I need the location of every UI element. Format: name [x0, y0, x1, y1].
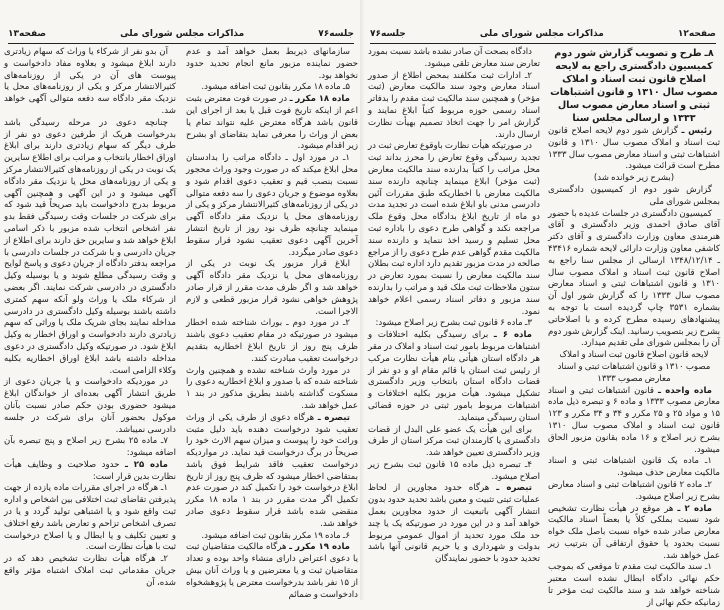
paragraph-text: برای این هیأت یک عضو علی البدل از قضات دادگستری یا کارمندان ثبت مرکز استان از طرف وزیر دادگستری تعیین خواهد شد.: [368, 424, 540, 459]
paragraph-text: ۲ـ هرگاه هیأت نظارت تشخیص دهد که در جریان مقدماتی ثبت املاک اشتباه مؤثر واقع شده، آن: [4, 554, 176, 588]
centered-note: [548, 173, 720, 185]
paragraph-text: لایحه قانون اصلاح قانون ثبت اسناد و املاک مصوب ۱۳۱۰ و قانون اشتباهات ثبتی و اسناد معارض مصوب ۱۳۳۳: [557, 350, 711, 384]
paragraph: [186, 318, 358, 365]
paragraph: [548, 480, 720, 504]
paragraph-text: برای رسیدگی بکلیه اختلافات و اشتباهات مربوط بامور ثبت اسناد و املاک در مقر هر دادگاه استان هیأتی بنام هیأت نظارت مرکب از رئیس ثبت استان یا قائم مقام او و دو نفر از قضات دادگاه استان بانتخاب وزیر دادگستری تشکیل میشود. هیأت مزبور بکلیه اختلافات و اشتباهات مربوط بامور ثبتی در حوزه قضائی استان رسیدگی مینماید.: [368, 330, 540, 423]
paragraph: [4, 483, 176, 554]
paragraph: [186, 542, 358, 601]
session-number: جلسه۷۶: [370, 29, 406, 39]
paragraph-text: سازمانهای ذیربط بعمل خواهد آمد و عدم حضور نماینده مزبور مانع انجام تحدید حدود نخواهد بود.: [186, 47, 358, 81]
paragraph: [186, 82, 358, 94]
paragraph: [548, 126, 720, 173]
paragraph: [186, 531, 358, 543]
text-column: [548, 47, 720, 610]
paragraph-text: کمیسیون دادگستری در جلسات عدیده با حضور آقای صادق احمدی وزیر دادگستری و آقای هنرمندی معاون وزارت دادگستری و آقای دکتر کاشفی معاون وزارت دارائی لایحه شماره ۴۳۴۱۶ ـ ۱۳۴۸/۱۲/۱۴ ارسالی از مجلس سنا راجع به اصلاح قانون ثبت اسناد و املاک مصوب سال ۱۳۱۰ و قانون اشتباهات ثبتی و اسناد معارض مصوب سال ۱۳۳۳ را که گزارش شور اول آن بشماره ۳۵۳۱ چاپ گردیده است با توجه به پیشنهادهای رسیده مطرح کرده و با اصلاحاتی بشرح زیر بتصویب رسانید. اینک گزارش شور دوم آن را بمجلس شورای ملی تقدیم میدارد.: [548, 208, 721, 349]
text-column: [368, 47, 540, 566]
section-heading: [548, 47, 720, 125]
left-page: [0, 0, 362, 600]
paragraph: [186, 94, 358, 153]
running-title: مذاکرات مجلس شورای ملی: [120, 29, 245, 39]
article-label: ماده ۲ ـ: [677, 503, 712, 514]
paragraph-text: ابلاغ قرار مزبور یک نوبت در یکی از روزنامه‌های محل یا نزدیک مقر دادگاه آگهی خواهد شد و اگر ظرف مدت مقرر از قرار صادر پژوهش خواهی نشود قرار مزبور قطعی و لازم الاجرا است.: [186, 259, 358, 317]
paragraph-text: هرگاه مالکیت متقاضیان ثبت یا دعوی اعتراض دارای منشاء واحد بوده و تعداد متقاضیان ثبت و یا معترضین و یا وراث آنان بیش از ۱۵ نفر باشد بدرخواست معترض یا پژوهشخواه دادخواست و ضمائم: [186, 542, 358, 600]
paragraph: [368, 425, 540, 460]
paragraph-text: ۲ـ ادارات ثبت مکلفند بمحض اطلاع از صدور اسناد معارض وجود سند مالکیت معارض (ثبت مؤخر) و همچنین سند مالکیت ثبت مقدم را بدفاتر اسناد رسمی حوزه مربوط کتباً ابلاغ نمایند و گزارش امر را جهت اتخاذ تصمیم بهیأت نظارت ارسال دارند.: [368, 70, 540, 140]
paragraph: [4, 377, 176, 436]
paragraph-text: ۱ـ در مورد اول ـ دادگاه مراتب را بدادستان محل ابلاغ میکند که در صورت وجود وراث محجور نسبت بنصب قیم و تعقیب دعوی اقدام شود و بعلاوه موضوع و جریان دعوی را سه دفعه متوالی در یکی از روزنامه‌های کثیرالانتشار مرکز و یکی از روزنامه‌های محل یا نزدیک مقر دادگاه آگهی مینماید چنانچه ظرف نود روز از تاریخ انتشار آخرین آگهی دعوی تعقیب نشود قرار سقوط دعوی صادر میگردد.: [186, 153, 358, 258]
paragraph-text: هرگاه دعوی از طرف یکی از وراث تعقیب شود درخواست دهنده باید دلیل مثبت وراثت خود را پیوست و میزان سهم الارث خود را صریحاً در برگ درخواست قید نماید. در مواردیکه درخواست تعقیب فاقد شرایط فوق باشد بمتقاضی اخطار میشود که ظرف پنج روز از تاریخ ابلاغ درخواست خود را تکمیل کند در صورت عدم تکمیل اگر مدت مقرر در بند ۱ ماده ۱۸ مکرر منقضی شده باشد قرار سقوط دعوی صادر خواهد شد.: [186, 412, 358, 529]
paragraph-text: در صورت فوت معترض بثبت اعم از اینکه تاریخ فوت قبل یا بعد از اجرای این قانون باشد هرگاه معترض علیه نتواند تمام یا بعض از وراث را معرفی نماید بتقاضای او بشرح زیر اقدام میشود.: [186, 94, 358, 152]
article-label: ماده ۲۵ ـ: [124, 459, 169, 470]
paragraph: [548, 209, 720, 351]
paragraph: [4, 118, 176, 378]
right-page: [362, 0, 724, 608]
paragraph-text: در موردیکه دادخواست و یا جریان دعوی از طریق انتشار آگهی بعده‌ای از خواندگان ابلاغ میشود حضوری بودن حکم صادر نسبت بآنان موکول بحضور آنان برای شرکت در جلسه دادرسی نمیباشد.: [4, 377, 176, 435]
paragraph-text: گزارش شور دوم از کمیسیون دادگستری بمجلس شورای ملی: [548, 184, 720, 207]
paragraph-text: ۷ـ ماده ۲۵ بشرح زیر اصلاح و پنج تبصره بآن اضافه میشود:: [4, 436, 176, 459]
paragraph-text: ۵ـ ماده ۱۸ مکرر بقانون ثبت اضافه میشود.: [201, 82, 350, 93]
paragraph: [368, 71, 540, 142]
paragraph-text: ۱ـ سند مالکیت ثبت مقدم تا موقعی که بموجب حکم نهائی دادگاه ابطال نشده است معتبر شناخته خواهد شد و سند مالکیت ثبت مؤخر تا زمانیکه حکم نهائی از: [548, 562, 720, 608]
paragraph: [368, 141, 540, 318]
paragraph-text: ۲ـ ماده ۲ قانون اشتباهات ثبتی و اسناد معارض بشرح زیر اصلاح میشود.: [548, 479, 720, 502]
paragraph: [368, 330, 540, 424]
paragraph-text: ۲ـ در مورد دوم ـ بوراث شناخته شده اخطار میشود در صورتیکه در مقام تعقیب دعوی باشند ظرف پنج روز از تاریخ ابلاغ اخطاریه بتقدیم درخواست تعقیب مبادرت کنند.: [186, 318, 358, 364]
paragraph: [186, 259, 358, 318]
paragraph-text: هر موقع در هیأت نظارت تشخیص شود نسبت بملکی کلاً یا بعضاً اسناد مالکیت معارض صادر شده خواه نسبت باصل ملک خواه نسبت بحدود یا حقوق ارتفاقی آن بترتیب زیر عمل خواهد شد.: [548, 503, 720, 561]
paragraph: [368, 460, 540, 484]
article-label: ماده واحده ـ: [658, 385, 712, 396]
paragraph-text: دادگاه بصحت آن صادر نشده باشد نسبت بمورد تعارض سند معارض تلقی میشود.: [368, 47, 540, 69]
paragraph: [548, 456, 720, 480]
paragraph: [368, 318, 540, 330]
article-label: ماده ۱۸ مکرر ـ: [289, 94, 350, 105]
paragraph-text: (بشرح زیر خوانده شد): [593, 173, 675, 184]
article-label: ماده ۶ ـ: [493, 330, 532, 341]
paragraph: [186, 47, 358, 82]
page-header: [8, 28, 354, 44]
text-column: [186, 47, 358, 601]
paragraph-text: گزارش شور دوم لایحه اصلاح قانون ثبت اسناد و املاک مصوب سال ۱۳۱۰ و قانون اشتباهات ثبتی و اسناد معارض مصوب سال ۱۳۳۳ مطرح است قرائت میشود.: [548, 126, 720, 172]
session-number: جلسه۷۶: [318, 29, 354, 39]
paragraph: [4, 436, 176, 460]
page-number: صفحه۱۲: [677, 29, 716, 39]
paragraph: [186, 413, 358, 531]
paragraph-text: ۱ـ ماده یک قانون اشتباهات ثبتی و اسناد مالکیت معارض حذف میشود.: [548, 456, 720, 479]
paragraph-text: ۶ـ ماده ۱۹ مکرر بقانون ثبت اضافه میشود.: [201, 530, 350, 541]
page-header: [370, 28, 716, 44]
page-number: صفحه۱۳: [8, 29, 47, 39]
paragraph-text: آن بدو نفر از شرکاء یا وراث که سهام زیادتری دارند ابلاغ میشود و بعلاوه مفاد دادخواست و پیوست های آن در یکی از روزنامه‌های کثیرالانتشار مرکز و یکی از روزنامه‌های محل یا نزدیک مقر دادگاه سه دفعه متوالی آگهی خواهد شد.: [4, 47, 176, 116]
article-label: تبصره ـ: [317, 412, 350, 423]
paragraph-text: ۳ـ ماده ۶ قانون ثبت بشرح زیر اصلاح میشود:: [375, 318, 532, 329]
paragraph: [4, 47, 176, 118]
paragraph: [548, 504, 720, 563]
paragraph-text: در صورتیکه هیأت نظارت باوقوع تعارض ثبت در تجدید رسیدگی وقوع تعارض را محرز بداند ثبت محل مراتب را کتباً بدارنده سند مالکیت معارض (ثبت مؤخر) ابلاغ مینماید چنانچه دارنده سند مالکیت معارض با اخطاریکه طبق مقررات آئین دادرسی مدنی باو ابلاغ شده است در تجدید مدت دو ماه از تاریخ ابلاغ بدادگاه محل وقوع ملک مراجعه نکند و گواهی طرح دعوی را باداره ثبت محل تسلیم و رسید اخذ ننماید و دارنده سند مالکیت مقدم گواهی عدم طرح دعوی را از مراجع صالحه در مدت مزبور تقدیم دارد اداره ثبت بطلان سند مالکیت معارض را نسبت بمورد تعارض در ستون ملاحظات ثبت ملک قید و مراتب را بدارنده سند مزبور و دفاتر اسناد رسمی اعلام خواهد نمود.: [368, 141, 540, 317]
paragraph: [548, 562, 720, 609]
paragraph: [4, 460, 176, 484]
paragraph-text: در مورد وارث شناخته نشده و همچنین وارث شناخته شده که با صدور و ابلاغ اخطاریه دعوی را مسکوت گذاشته باشند بطریق مذکور در بند ۱ عمل خواهد شد.: [186, 365, 358, 411]
paragraph-text: هرگاه حدود مجاورین از لحاظ عملیات ثبتی تثبیت و معین باشد تحدید حدود بدون انتشار آگهی باتبعیت از حدود مجاورین بعمل خواهد آمد و در این مورد در صورتیکه یک یا چند حد ملک مورد تحدید از اموال عمومی مربوط بدولت و شهرداری و یا حریم قانونی آنها باشد تحدید حدود با حضور نمایندگان: [368, 483, 540, 565]
article-label: ماده ۱۹ مکرر ـ: [289, 542, 350, 553]
paragraph-text: ۸ـ طرح و تصویب گزارش شور دوم کمیسیون دادگستری راجع به لایحه اصلاح قانون ثبت اسناد و املاک مصوب سال ۱۳۱۰ و قانون اشتباهات ثبتی و اسناد معارض مصوب سال ۱۳۳۳ و ارسالی مجلس سنا: [550, 48, 718, 124]
paragraph-text: ۱ـ هرگاه در اجرای مقررات ماده یازده از جهت پذیرفتن تقاضای ثبت اختلافی بین اشخاص و اداره ثبت واقع شود و یا اشتباهی تولید گردد و یا در تصرف اشخاص تزاحم و تعارض باشد رفع اختلاف و تعیین تکلیف و یا ابطال و یا اصلاح درخواست ثبت با هیأت نظارت است.: [4, 483, 176, 553]
paragraph: [186, 153, 358, 259]
text-column: [4, 47, 176, 590]
paragraph: [548, 185, 720, 209]
paragraph: [548, 386, 720, 457]
running-title: مذاکرات مجلس شورای ملی: [479, 29, 604, 39]
centered-note: [548, 350, 720, 385]
paragraph-text: حدود صلاحیت و وظایف هیأت نظارت بدین قرار است:: [4, 459, 176, 482]
paragraph: [186, 366, 358, 413]
article-label: تبصره ـ: [496, 483, 532, 494]
article-label: رئیس ـ: [681, 126, 713, 136]
paragraph: [368, 47, 540, 71]
paragraph: [4, 554, 176, 589]
paragraph-text: ۴ـ تبصره ذیل ماده ۱۵ قانون ثبت بشرح زیر اصلاح میشود.: [368, 459, 540, 482]
paragraph-text: چنانچه دعوی در مرحله رسیدگی باشد بدرخواست هریک از طرفین دعوی دو نفر از طرف دیگر که سهام زیادتری دارند برای ابلاغ اوراق اخطار بانتخاب و مراتب برای اطلاع سایرین یک نوبت در یکی از روزنامه‌های کثیرالانتشار مرکز و یکی از روزنامه‌های محل یا نزدیک مقر دادگاه آگهی میشود و در این آگهی و همچنین آگهی مربوط بدرج دادخواست باید صریحاً قید شود که برای شرکت در جلسات وقت رسیدگی فقط بدو نفر اشخاص انتخاب شده مزبور با ذکر اسامی ابلاغ خواهد شد و سایرین حق دارند برای اطلاع از جریان دادرسی و با شرکت در جلسات دادرسی با مراجعه بدفتر دادگاه از جریان دعوی و پاسخ لوایح و وقت رسیدگی مطلع شوند و یا بوسیله وکیل دادگستری در دادرسی شرکت نمایند. اگر بعضی از شرکاء ملک یا وراث ولو آنکه سهم کمتری داشته باشند بوسیله وکیل دادگستری در دادرسی مداخله نمایند بجای شریک ملک یا وراثی که سهم زیادتری دارند دادخواست و اوراق اخطار به وکیل ابلاغ شود. در صورتیکه وکیل دادگستری در دعوی مداخله داشته باشد ابلاغ اوراق اخطاریه بکلیه وکلاء الزامی است.: [4, 117, 176, 376]
paragraph-text: قانون اشتباهات ثبتی و اسناد معارض مصوب ۱۳۳۳ و ماده ۶ و تبصره ذیل ماده ۱۵ و مواد ۲۵ و ۲۵ مکرر و ۳۴ و ۳۴ مکرر و ۱۲۳ قانون ثبت اسناد و املاک مصوب سال ۱۳۱۰ بشرح زیر اصلاح و ۱۶ ماده بقانون مزبور الحاق میشود.: [548, 385, 720, 455]
paragraph: [368, 483, 540, 566]
